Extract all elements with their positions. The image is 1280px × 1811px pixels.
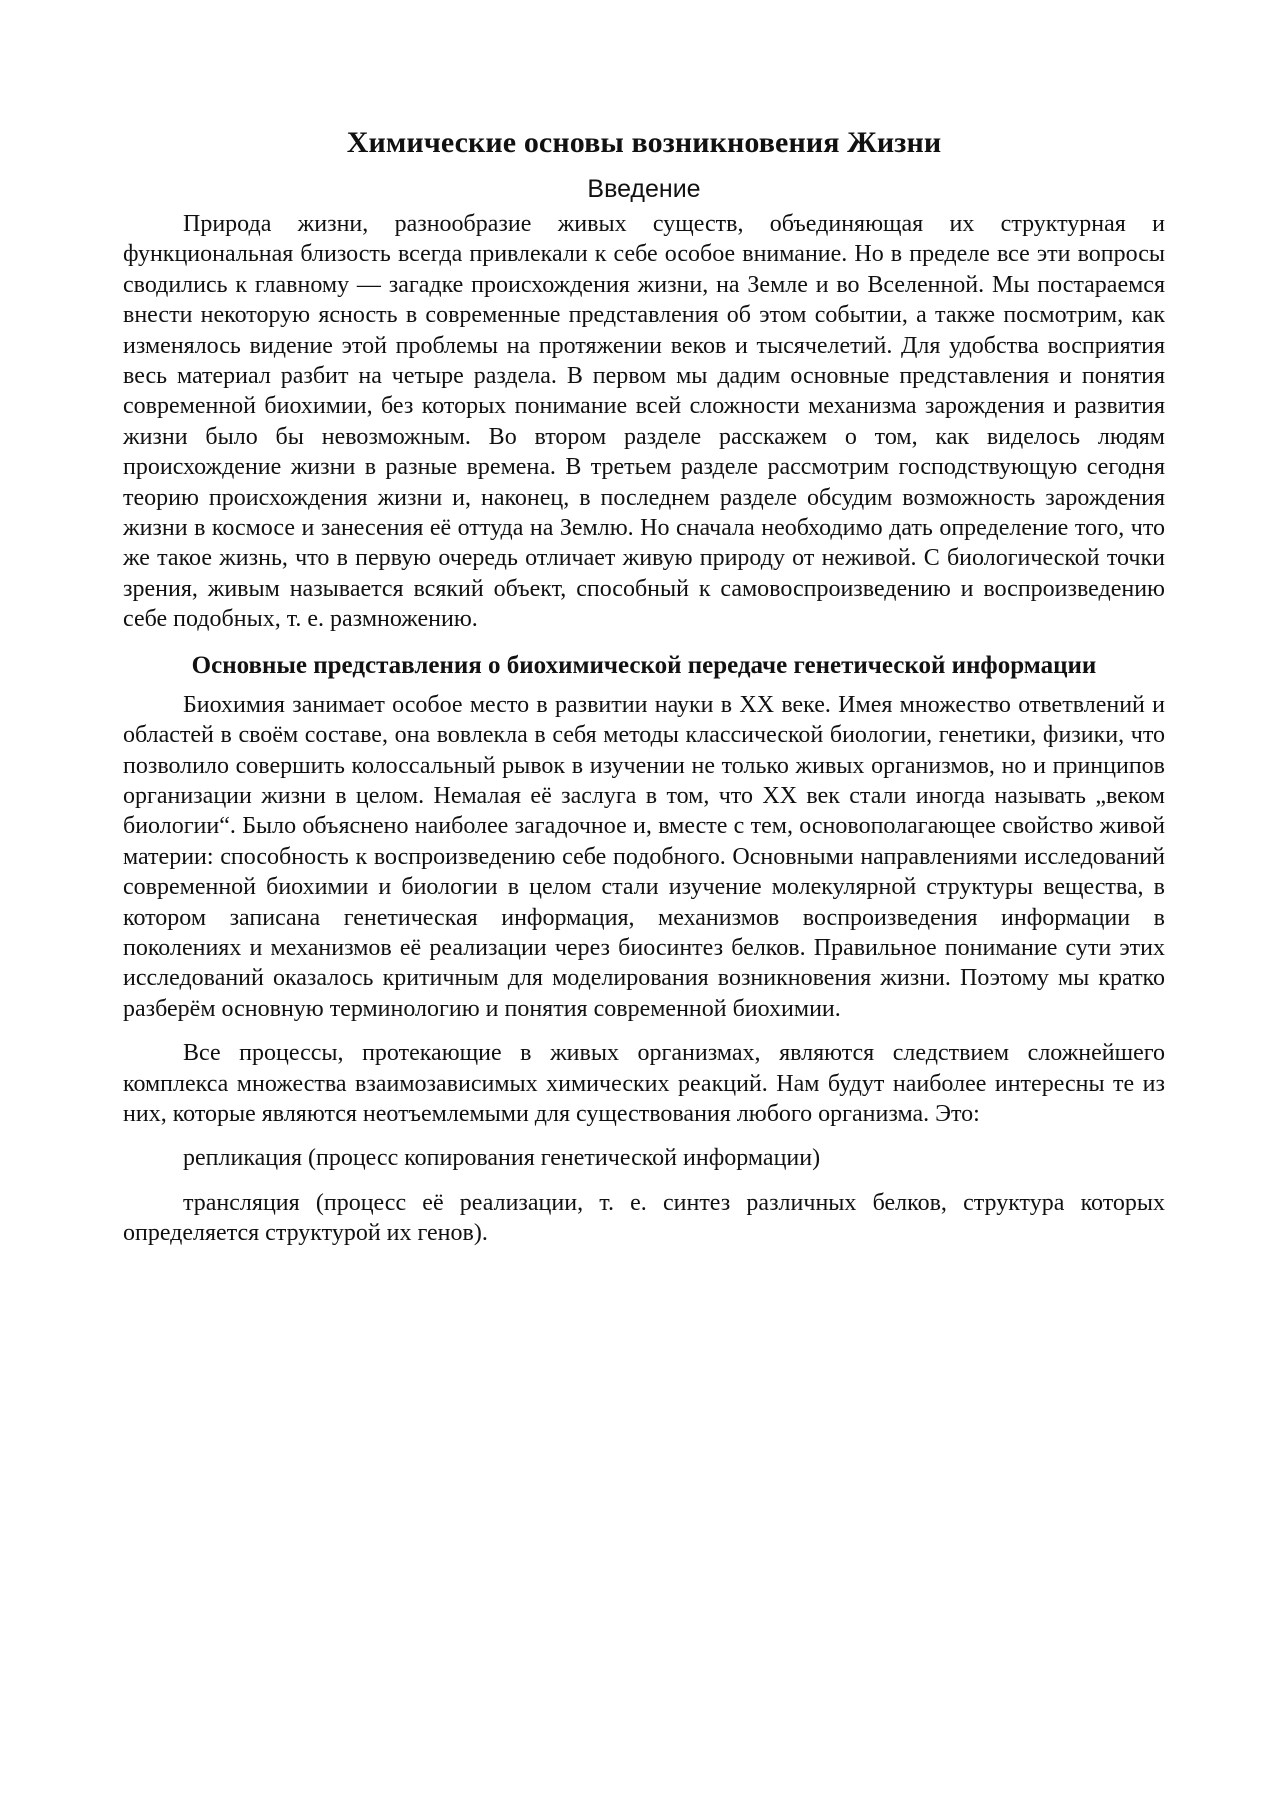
list-item-replication: репликация (процесс копирования генетической информации) xyxy=(183,1145,821,1172)
section-paragraph-biochemistry: Биохимия занимает особое место в развитии науки в XX веке. Имея множество ответвлений и областей в своём составе, она вовлекла в себя методы классической биологии, генетики, физики, что позволило совершить колоссальный рывок в изучении не только живых организмов, но и принципов организации жизни в целом. Немалая её заслуга в том, что XX век стали иногда называть „веком биологии“. Было объяснено наиболее загадочное и, вместе с тем, основополагающее свойство живой материи: способность к воспроизведению себе подобного. Основными направлениями исследований современной биохимии и биологии в целом стали изучение молекулярной структуры вещества, в котором записана генетическая информация, механизмов воспроизведения информации в поколениях и механизмов её реализации через биосинтез белков. Правильное понимание сути этих исследований оказалось критичным для моделирования возникновения жизни. Поэтому мы кратко разберём основную терминологию и понятия современной биохимии. xyxy=(123,691,1165,1022)
section-heading-biochemical-transfer: Основные представления о биохимической передаче генетической информации xyxy=(191,651,1097,679)
intro-paragraph: Природа жизни, разнообразие живых существ, объединяющая их структурная и функциональная близость всегда привлекали к себе особое внимание. Но в пределе все эти вопросы сводились к главному — загадке происхождения жизни, на Земле и во Вселенной. Мы постараемся внести некоторую ясность в современные представления об этом событии, а также посмотрим, как изменялось видение этой проблемы на протяжении веков и тысячелетий. Для удобства восприятия весь материал разбит на четыре раздела. В первом мы дадим основные представления и понятия современной биохимии, без которых понимание всей сложности механизма зарождения и развития жизни было бы невозможным. Во втором разделе расскажем о том, как виделось людям происхождение жизни в разные времена. В третьем разделе рассмотрим господствующую сегодня теорию происхождения жизни и, наконец, в последнем разделе обсудим возможность зарождения жизни в космосе и занесения её оттуда на Землю. Но сначала необходимо дать определение того, что же такое жизнь, что в первую очередь отличает живую природу от неживой. С биологической точки зрения, живым называется всякий объект, способный к самовоспроизведению и воспроизведению себе подобных, т. е. размножению. xyxy=(123,211,1165,633)
document-content xyxy=(123,125,1165,1249)
section-paragraph-processes: Все процессы, протекающие в живых организмах, являются следствием сложнейшего комплекса множества взаимозависимых химических реакций. Нам будут наиболее интересны те из них, которые являются неотъемлемыми для существования любого организма. Это: xyxy=(123,1040,1165,1127)
intro-heading: Введение xyxy=(587,175,701,203)
document-title: Химические основы возникновения Жизни xyxy=(346,126,942,159)
list-item-translation: трансляция (процесс её реализации, т. е. синтез различных белков, структура которых определяется структурой их генов). xyxy=(123,1189,1165,1247)
